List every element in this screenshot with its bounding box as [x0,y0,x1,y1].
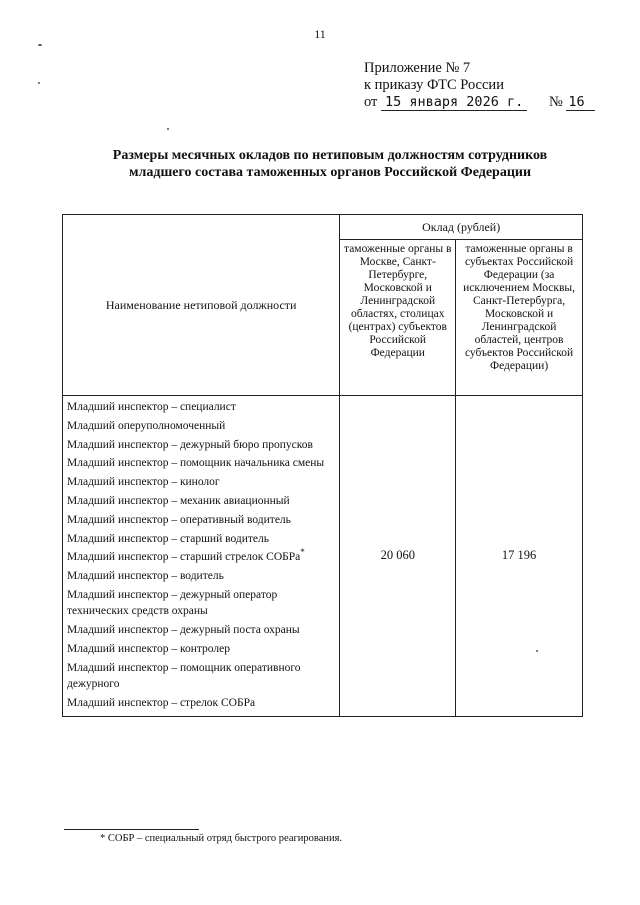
salary-header: Оклад (рублей) [340,215,583,240]
position-item: Младший инспектор – специалист [67,401,236,413]
position-item [67,549,335,565]
order-number: 16 [566,94,594,111]
appendix-date-line [364,94,595,111]
appendix-order: к приказу ФТС России [364,77,504,93]
appendix-block [364,60,595,111]
title-line-1: Размеры месячных окладов по нетиповым должностям сотрудников [112,148,548,163]
position-item: Младший инспектор – дежурный оператор технических средств охраны [67,588,278,618]
position-item: Младший инспектор – дежурный бюро пропусков [67,438,313,451]
position-item: Младший инспектор – механик авиационный [67,494,290,507]
footnote-asterisk: * [300,547,305,558]
salary-major-cities: 20 060 [340,396,456,717]
position-item: Младший оперуполномоченный [67,419,226,432]
footnote: * СОБР – специальный отряд быстрого реагирования. [100,833,343,844]
position-name-header: Наименование нетиповой должности [63,215,340,396]
page-number: 11 [314,27,326,41]
document-title [60,147,600,181]
order-date: 15 января 2026 г. [381,94,527,111]
position-item: Младший инспектор – помощник оперативного дежурного [67,661,301,690]
position-item: Младший инспектор – дежурный поста охраны [67,624,300,637]
number-prefix: № [548,94,563,110]
appendix-title: Приложение № 7 [364,60,471,76]
position-item: Младший инспектор – контролер [67,642,230,655]
date-prefix: от [364,94,378,110]
title-line-2: младшего состава таможенных органов Российской Федерации [128,165,532,180]
position-item: Младший инспектор – старший водитель [67,532,269,545]
scan-speck [167,128,169,130]
scan-speck [38,44,42,46]
footnote-divider [64,829,199,830]
position-item: Младший инспектор – стрелок СОБРа [67,696,256,709]
salary-regions: 17 196 [456,396,583,717]
scan-speck [38,82,40,84]
col-major-cities-header: таможенные органы в Москве, Санкт-Петербурге, Московской и Ленинградской областях, столицах (центрах) субъектов Российской Федерации [340,240,456,396]
position-text: Младший инспектор – старший стрелок СОБРа [67,551,301,564]
position-item: Младший инспектор – водитель [67,570,224,583]
positions-cell [63,396,340,717]
col-regions-header: таможенные органы в субъектах Российской Федерации (за исключением Москвы, Санкт-Петербурга, Московской и Ленинградской областей, центров субъектов Российской Федерации) [456,240,583,396]
salary-table [62,214,583,717]
position-item: Младший инспектор – кинолог [67,476,220,489]
position-item: Младший инспектор – оперативный водитель [67,513,291,526]
position-item: Младший инспектор – помощник начальника смены [67,457,325,470]
scan-speck [536,650,538,652]
